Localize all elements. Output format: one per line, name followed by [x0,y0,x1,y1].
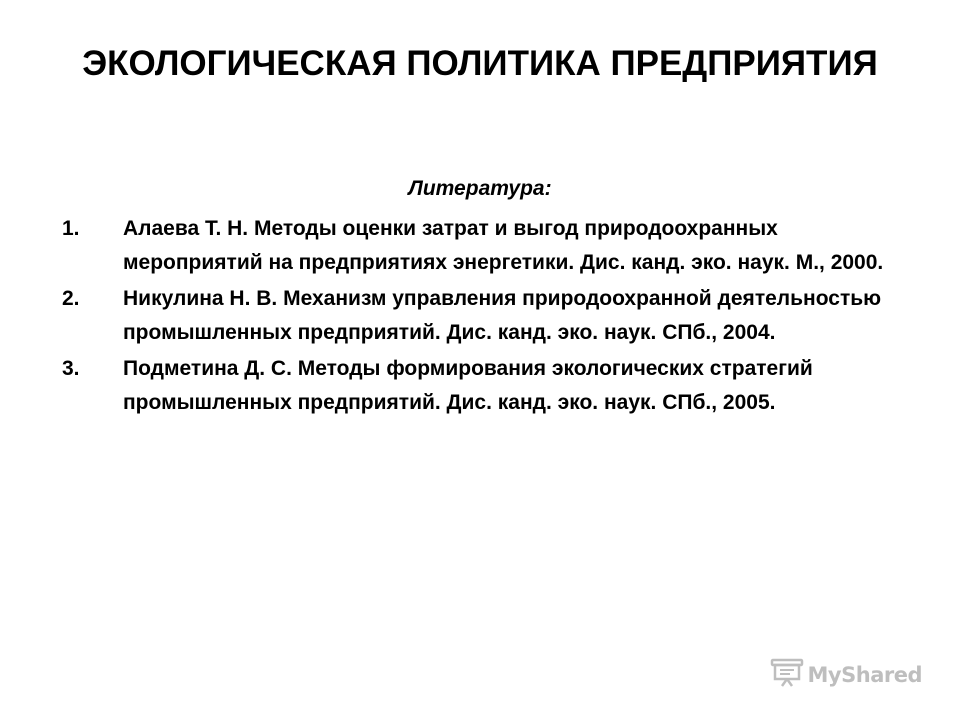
literature-heading: Литература: [408,177,552,200]
reference-item [62,352,902,420]
reference-item [62,212,902,280]
reference-item [62,282,902,350]
reference-number: 2. [62,287,80,310]
watermark-logo-text: MyShared [807,662,922,687]
reference-text: Алаева Т. Н. Методы оценки затрат и выгод природоохранных мероприятий на предприятиях энергетики. Дис. канд. эко. наук. М., 2000. [123,217,884,274]
projector-screen-icon [770,657,804,692]
reference-text: Никулина Н. В. Механизм управления природоохранной деятельностью промышленных предприятий. Дис. канд. эко. наук. СПб., 2004. [123,287,882,344]
reference-text: Подметина Д. С. Методы формирования экологических стратегий промышленных предприятий. Дис. канд. эко. наук. СПб., 2005. [123,357,813,414]
reference-number: 1. [62,217,80,240]
myshared-watermark [770,657,922,692]
references-list [62,212,902,422]
reference-number: 3. [62,357,80,380]
slide-title: ЭКОЛОГИЧЕСКАЯ ПОЛИТИКА ПРЕДПРИЯТИЯ [82,44,878,83]
